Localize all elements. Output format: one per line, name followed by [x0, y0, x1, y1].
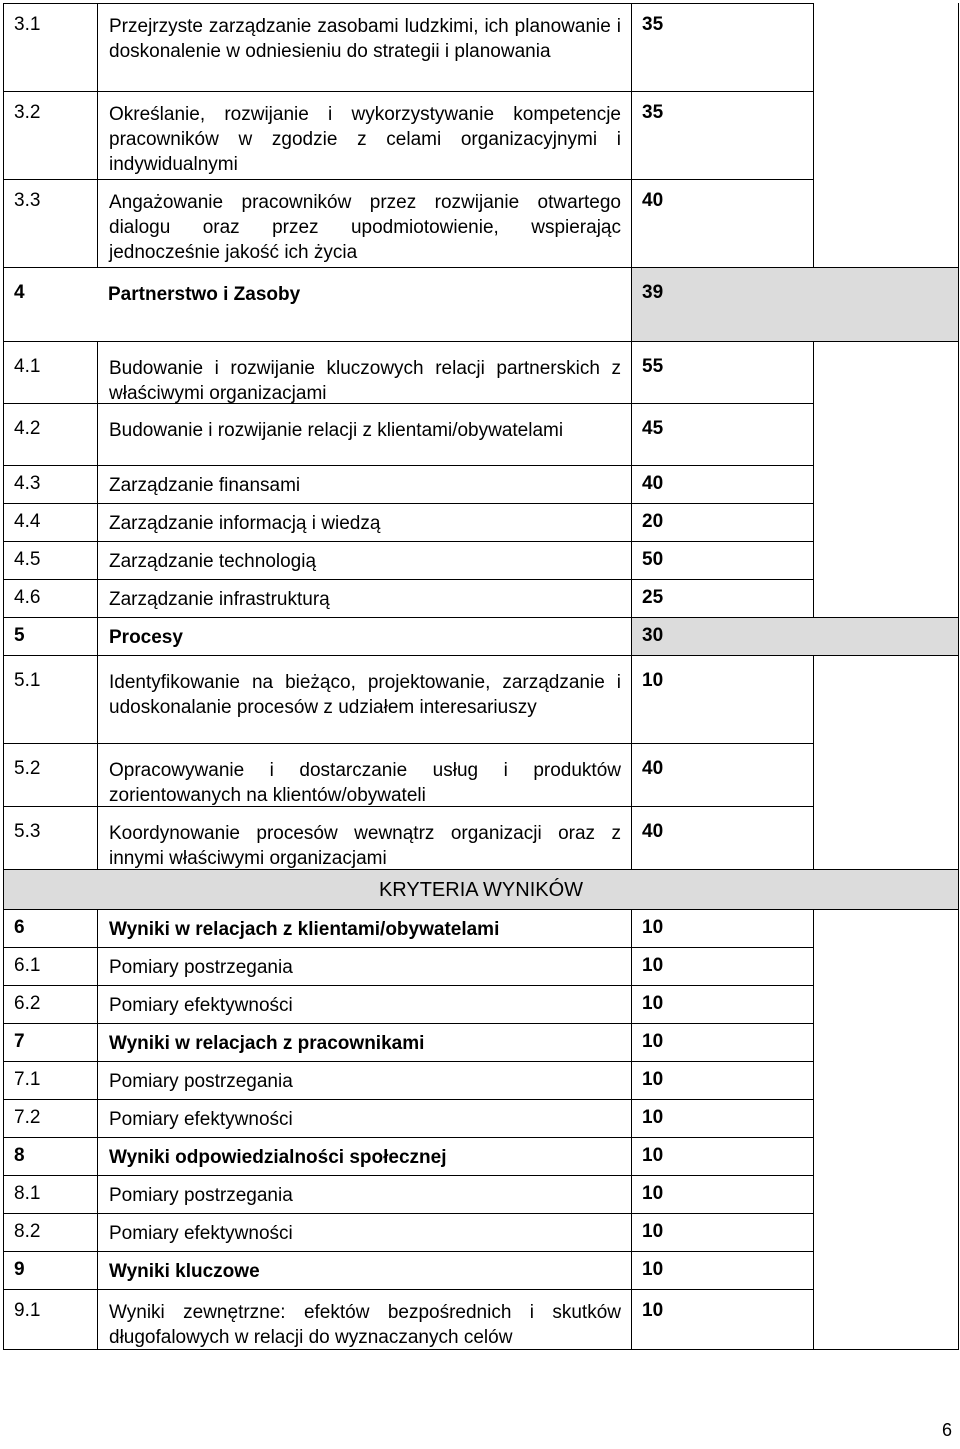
table-bottom-border	[3, 1349, 959, 1350]
blank-cell	[813, 909, 959, 1349]
row-text: Zarządzanie finansami	[97, 465, 631, 503]
row-text: Określanie, rozwijanie i wykorzystywanie kompetencje pracowników w zgodzie z celami organizacyjnymi i indywidualnymi	[97, 91, 631, 179]
row-value	[631, 1175, 813, 1213]
row-value-text: 35	[642, 14, 664, 35]
row-value-text: 40	[642, 190, 664, 211]
row-value	[631, 1099, 813, 1137]
row-value-text: 10	[642, 917, 664, 938]
row-number: 5	[3, 617, 97, 655]
row-number: 4.5	[3, 541, 97, 579]
row-text: Pomiary efektywności	[97, 985, 631, 1023]
row-value	[631, 267, 959, 341]
row-value-text: 10	[642, 1300, 664, 1321]
row-value-text: 45	[642, 418, 664, 439]
row-number: 3.2	[3, 91, 97, 179]
row-value	[631, 1023, 813, 1061]
row-value-text: 50	[642, 549, 664, 570]
row-number: 4.1	[3, 341, 97, 403]
row-number: 8.2	[3, 1213, 97, 1251]
row-value	[631, 947, 813, 985]
row-text: Zarządzanie infrastrukturą	[97, 579, 631, 617]
row-number: 4.4	[3, 503, 97, 541]
row-value-text: 39	[642, 282, 664, 303]
row-value-text: 40	[642, 821, 664, 842]
row-value-text: 10	[642, 1183, 664, 1204]
row-text: Wyniki odpowiedzialności społecznej	[97, 1137, 631, 1175]
row-text: Wyniki zewnętrzne: efektów bezpośrednich i skutków długofalowych w relacji do wyznaczanych celów	[97, 1289, 631, 1349]
row-value	[631, 1137, 813, 1175]
row-value-text: 10	[642, 1069, 664, 1090]
row-number: 7	[3, 1023, 97, 1061]
row-number: 9.1	[3, 1289, 97, 1349]
row-text: Pomiary efektywności	[97, 1099, 631, 1137]
row-value	[631, 541, 813, 579]
row-value-text: 25	[642, 587, 664, 608]
blank-cell	[813, 655, 959, 869]
row-value-text: 10	[642, 670, 664, 691]
row-value	[631, 91, 813, 179]
row-value-text: 40	[642, 758, 664, 779]
blank-cell	[813, 3, 959, 267]
row-value	[631, 1251, 813, 1289]
row-text: Wyniki w relacjach z klientami/obywatelami	[97, 909, 631, 947]
row-value-text: 10	[642, 1145, 664, 1166]
row-text: Opracowywanie i dostarczanie usług i produktów zorientowanych na klientów/obywateli	[97, 743, 631, 806]
row-value	[631, 909, 813, 947]
blank-cell	[813, 341, 959, 617]
row-value-text: 10	[642, 993, 664, 1014]
row-value	[631, 341, 813, 403]
row-value	[631, 985, 813, 1023]
row-text: Budowanie i rozwijanie relacji z klientami/obywatelami	[97, 403, 631, 465]
row-value-text: 40	[642, 473, 664, 494]
row-text: Zarządzanie informacją i wiedzą	[97, 503, 631, 541]
row-value	[631, 1061, 813, 1099]
results-header: KRYTERIA WYNIKÓW	[3, 869, 959, 909]
row-text: Budowanie i rozwijanie kluczowych relacji partnerskich z właściwymi organizacjami	[97, 341, 631, 403]
row-value	[631, 743, 813, 806]
row-text: Pomiary postrzegania	[97, 1175, 631, 1213]
row-number: 3.3	[3, 179, 97, 267]
row-value-text: 10	[642, 1259, 664, 1280]
row-number: 7.1	[3, 1061, 97, 1099]
row-number: 6	[3, 909, 97, 947]
row-number: 8	[3, 1137, 97, 1175]
row-value	[631, 179, 813, 267]
row-text: Wyniki w relacjach z pracownikami	[97, 1023, 631, 1061]
row-value-text: 35	[642, 102, 664, 123]
row-number: 9	[3, 1251, 97, 1289]
row-value-text: 30	[642, 625, 664, 646]
row-text: Przejrzyste zarządzanie zasobami ludzkimi, ich planowanie i doskonalenie w odniesieniu do strategii i planowania	[97, 3, 631, 91]
row-number: 4	[3, 267, 97, 341]
row-value	[631, 806, 813, 869]
page-number: 6	[941, 1420, 952, 1440]
row-value	[631, 1213, 813, 1251]
row-number: 4.6	[3, 579, 97, 617]
row-number: 8.1	[3, 1175, 97, 1213]
row-number: 6.2	[3, 985, 97, 1023]
row-value	[631, 1289, 813, 1349]
row-text: Wyniki kluczowe	[97, 1251, 631, 1289]
row-text: Koordynowanie procesów wewnątrz organizacji oraz z innymi właściwymi organizacjami	[97, 806, 631, 869]
row-text: Procesy	[97, 617, 631, 655]
row-value	[631, 465, 813, 503]
row-text: Pomiary efektywności	[97, 1213, 631, 1251]
row-number: 3.1	[3, 3, 97, 91]
row-value	[631, 503, 813, 541]
row-text: Pomiary postrzegania	[97, 947, 631, 985]
row-value	[631, 579, 813, 617]
row-text: Zarządzanie technologią	[97, 541, 631, 579]
row-value	[631, 403, 813, 465]
row-number: 6.1	[3, 947, 97, 985]
row-number: 5.3	[3, 806, 97, 869]
row-number: 5.1	[3, 655, 97, 743]
row-number: 4.3	[3, 465, 97, 503]
row-text: Identyfikowanie na bieżąco, projektowanie, zarządzanie i udoskonalanie procesów z udziałem interesariuszy	[97, 655, 631, 743]
row-number: 4.2	[3, 403, 97, 465]
row-text: Angażowanie pracowników przez rozwijanie otwartego dialogu oraz przez upodmiotowienie, wspierając jednocześnie jakość ich życia	[97, 179, 631, 267]
row-number: 5.2	[3, 743, 97, 806]
row-value-text: 55	[642, 356, 664, 377]
row-value-text: 20	[642, 511, 664, 532]
row-value	[631, 617, 959, 655]
criteria-table	[3, 3, 958, 1349]
row-text: Partnerstwo i Zasoby	[97, 267, 631, 341]
row-value-text: 10	[642, 955, 664, 976]
row-text: Pomiary postrzegania	[97, 1061, 631, 1099]
row-value-text: 10	[642, 1031, 664, 1052]
row-number: 7.2	[3, 1099, 97, 1137]
row-value-text: 10	[642, 1107, 664, 1128]
row-value-text: 10	[642, 1221, 664, 1242]
row-value	[631, 655, 813, 743]
row-value	[631, 3, 813, 91]
